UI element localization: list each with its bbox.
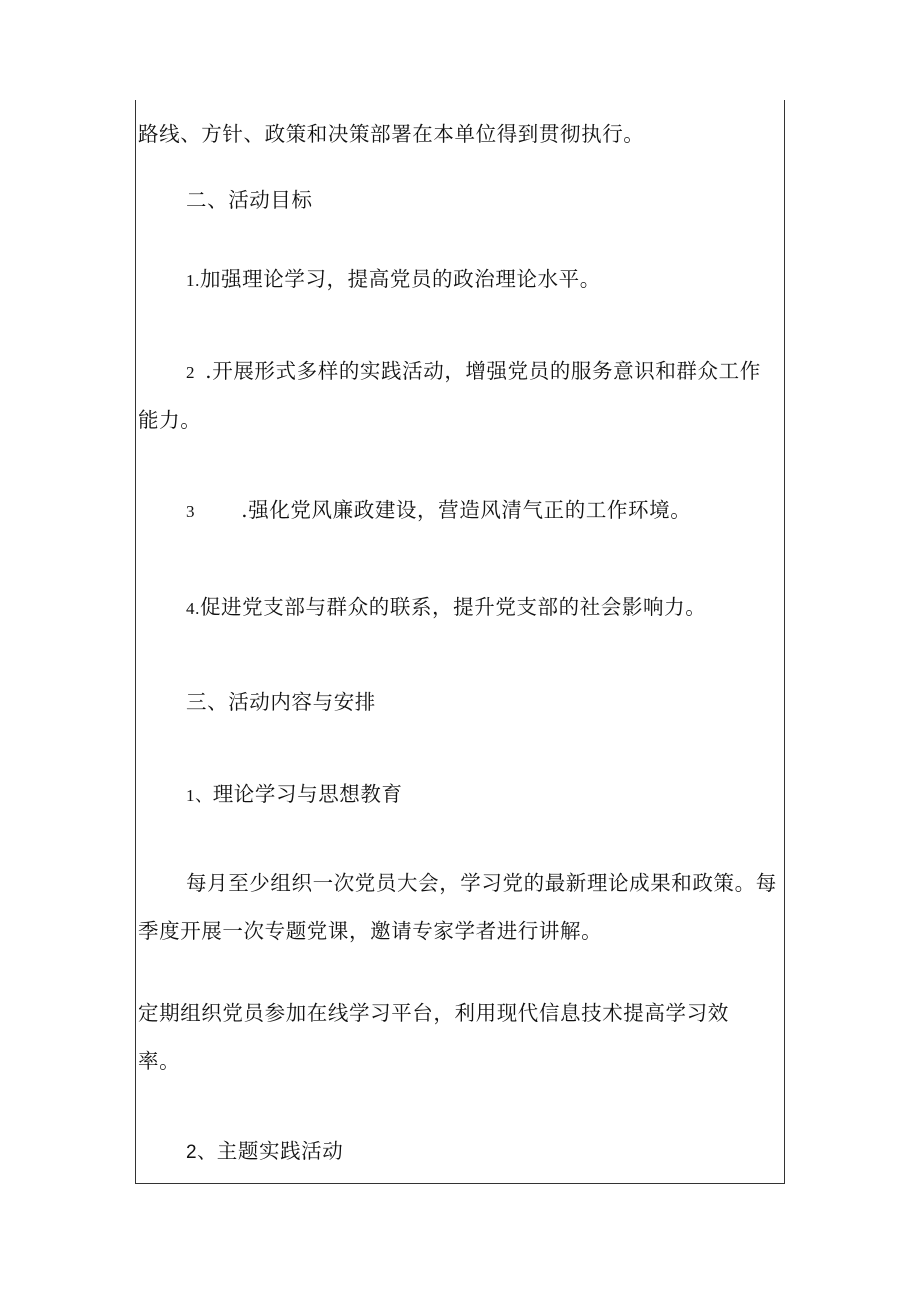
subsection-1-title: 理论学习与思想教育 bbox=[212, 782, 403, 806]
goal-4 bbox=[186, 597, 706, 618]
goal-4-text: 促进党支部与群众的联系，提升党支部的社会影响力。 bbox=[199, 595, 707, 619]
goal-3-text: .强化党风廉政建设，营造风清气正的工作环境。 bbox=[241, 498, 692, 522]
goal-1 bbox=[186, 269, 601, 290]
goal-2-text: .开展形式多样的实践活动，增强党员的服务意识和群众工作 bbox=[205, 359, 761, 383]
subsection-2-title: 主题实践活动 bbox=[216, 1139, 344, 1163]
goal-1-number: 1. bbox=[186, 271, 200, 290]
paragraph-2-line-1: 定期组织党员参加在线学习平台，利用现代信息技术提高学习效 bbox=[138, 1001, 729, 1025]
subsection-2-number: 2、 bbox=[186, 1142, 217, 1163]
paragraph-2-line-2: 率。 bbox=[138, 1049, 181, 1073]
section-2-heading: 二、活动目标 bbox=[186, 188, 313, 212]
goal-2-continuation: 能力。 bbox=[138, 408, 202, 432]
paragraph-1-line-2: 季度开展一次专题党课，邀请专家学者进行讲解。 bbox=[138, 919, 603, 943]
subsection-1-heading bbox=[186, 784, 403, 805]
goal-4-number: 4. bbox=[186, 599, 200, 618]
section-3-heading: 三、活动内容与安排 bbox=[186, 690, 376, 714]
goal-1-text: 加强理论学习，提高党员的政治理论水平。 bbox=[199, 267, 601, 291]
goal-3-number: 3 bbox=[186, 502, 196, 521]
subsection-1-number: 1、 bbox=[186, 786, 213, 805]
goal-3 bbox=[186, 500, 691, 521]
subsection-2-heading bbox=[186, 1141, 343, 1162]
paragraph-1-line-1: 每月至少组织一次党员大会，学习党的最新理论成果和政策。每 bbox=[186, 871, 777, 895]
intro-tail-text: 路线、方针、政策和决策部署在本单位得到贯彻执行。 bbox=[138, 122, 645, 146]
goal-2 bbox=[186, 361, 761, 382]
goal-2-number: 2 bbox=[186, 363, 196, 382]
